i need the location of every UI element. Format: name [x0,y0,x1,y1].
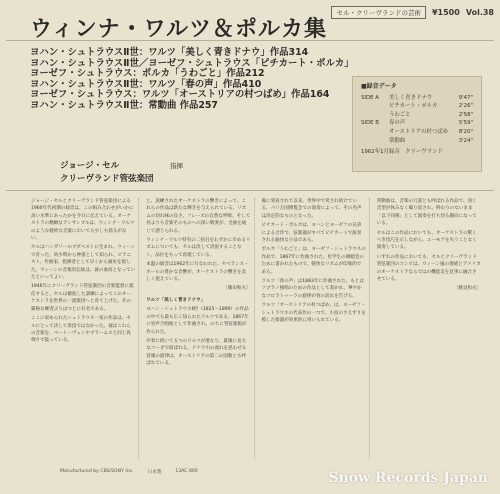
track-item: ヨハン・シュトラウスⅡ世：ワルツ「美しく青きドナウ」作品314 [30,47,309,58]
data-row: SIDE A 美しく青きドナウ 9'47" [361,94,473,101]
track-item: ヨーゼフ・シュトラウス：ポルカ「うわごと」作品212 [30,68,265,79]
track-item: ヨハン・シュトラウスⅡ世／ヨーゼフ・シュトラウス「ピチカート・ポルカ」 [30,57,354,69]
notes-signature: ［鷲見和夫］ [453,286,481,292]
credit-orchestra: クリーヴランド管弦楽団 [60,174,154,184]
top-divider [6,40,494,41]
footer-origin: 日本製 [147,470,162,475]
notes-column-2 [143,198,254,460]
notes-subheading: ワルツ「美しく青きドナウ」 [146,297,206,303]
data-row: オーストリアの村つばめ 8'20" [389,128,473,135]
series-volume: Vol.38 [465,8,494,17]
data-row: SIDE B 春の声 5'59" [361,120,473,127]
notes-paragraph: ポルカ「うわごと」は、ヨーゼフ・シュトラウスの作品で、1867年に作曲された。医学生の舞踏会のために書かれたもので、軽快なリズムが印象的である。 [261,247,366,275]
notes-paragraph: ウィンナ・ワルツ特有の二拍目をわずかに早めるリズムについても、セルは決して誇張することなく、品位をもって再現している。 [146,238,251,258]
notes-signature: ［篠田和夫］ [223,286,251,292]
data-row: ピチカート・ポルカ 2'26" [389,103,473,110]
track-item: ヨハン・シュトラウスⅡ世：ワルツ「春の声」作品410 [30,78,262,90]
notes-paragraph: ここに収められたシュトラウス一家の作品は、セルにとって決して余技ではなかった。彼はこれらの音楽を、ベートーヴェンやブラームスと同じ真剣さで扱っている。 [31,316,131,344]
notes-paragraph: セルはハンガリーのブダペストに生まれ、ウィーンで育った。幼少時から神童として知られ、ピアニスト、作曲家、指揮者として早くから頭角を現した。ウィーンの音楽的伝統は、彼の血肉となっていたといってよい。 [31,245,136,281]
footer [60,469,198,475]
liner-notes [28,198,484,460]
track-list [30,47,354,111]
recording-date: 1962年1月録音 クリーヴランド [361,149,443,156]
data-row: 常動曲 3'24" [389,137,473,144]
series-badge [331,6,494,19]
credits [60,160,183,186]
notes-paragraph: 後に発表されて以来、世界中で愛され続けている。パリ万国博覧会での演奏によって、その名声は決定的なものとなった。 [261,199,362,219]
notes-column-1 [28,198,139,460]
notes-paragraph: 1946年にクリーヴランド管弦楽団の音楽監督に就任すると、セルは徹底した訓練によってこのオーケストラを世界の一流楽団へと育て上げた。その厳格な練習ぶりはつとに有名である。 [31,284,134,312]
data-row: うわごと 2'58" [389,111,473,118]
notes-paragraph: ワルツ「春の声」は1883年に作曲された。もとはソプラノ独唱のための作品として書かれ、華やかなコロラトゥーラの旋律が春の訪れを告げる。 [261,279,364,299]
notes-paragraph: セルはこの作品においても、オーケストラの驚くべき技巧を示しながら、ユーモアを失うことなく演奏している。 [376,230,477,251]
notes-paragraph: と、洗練されたオーケストラの響きによって、これらの作品は新たな輝きを与えられている。リズムの切れ味の良さ、フレーズの自然な呼吸、そして何よりも音楽そのものへの深い敬愛が、全曲を通じて感じられる。 [146,199,251,234]
notes-paragraph: いずれの作品においても、セルとクリーヴランド管弦楽団のコンビは、ウィーン風の情緒とアメリカのオーケストラならではの機能美を見事に融合させている。 [376,254,481,283]
notes-column-3 [259,198,370,460]
notes-paragraph: 常動曲は、音楽の冗談とも呼ばれる作品で、同じ音型が休みなく繰り返され、終わりのないまま「以下同様」として演奏を打ち切る趣向になっている。 [376,199,477,227]
track-item: ヨーゼフ・シュトラウス：ワルツ「オーストリアの村つばめ」作品164 [30,89,330,100]
notes-paragraph: 序奏に続いて五つのワルツが連なり、最後に長大なコーダで結ばれる。ドナウ川の流れを思わせる冒頭の旋律は、オーストリアの第二の国歌とも呼ばれている。 [146,338,247,367]
data-panel-heading: ■録音データ [361,83,397,90]
notes-paragraph: ヨハン・シュトラウスⅡ世（1825〜1899）の作品の中でも最も広く知られたワルツである。1867年に男声合唱曲として作曲され、のちに管弦楽版が作られた。 [146,307,249,335]
series-price: ¥1500 [431,8,460,17]
recording-data-panel [352,76,482,172]
series-name: セル・クリーヴランドの芸術 [331,6,426,19]
footer-catalog-code: 13AC 800 [175,469,198,474]
watermark: Snow Records Japan [328,470,488,486]
album-title: ウィンナ・ワルツ＆ポルカ集 [30,16,328,42]
notes-paragraph: ワルツ「オーストリアの村つばめ」は、ヨーゼフ・シュトラウスの代表作の一つで、小鳥のさえずりを模した楽器が効果的に用いられている。 [261,303,366,324]
notes-paragraph: ジョージ・セルとクリーヴランド管弦楽団による1960年代初期の録音は、この組み合わせがいかに高い水準にあったかを今日に伝えている。オーケストラの精緻なアンサンブルは、ウィンナ・ワルツのような軽妙な音楽においても少しも揺るがない。 [31,199,135,242]
notes-paragraph: 本盤の録音は1962年に行なわれた。セベランス・ホールの豊かな音響が、オーケストラの響きを美しく捉えている。 [146,262,249,283]
notes-paragraph: ピチカート・ポルカは、ヨハンとヨーゼフの兄弟による合作で、弦楽器がすべてピチカートで演奏される愉快な小品である。 [261,223,362,244]
notes-column-4 [374,198,484,460]
credit-conductor: ジョージ・セル 指揮 [60,161,183,171]
footer-manufacturer: Manufactured by CBS/SONY Inc. [60,469,134,474]
middle-divider [6,190,494,191]
track-item: ヨハン・シュトラウスⅡ世：常動曲 作品257 [30,99,218,111]
